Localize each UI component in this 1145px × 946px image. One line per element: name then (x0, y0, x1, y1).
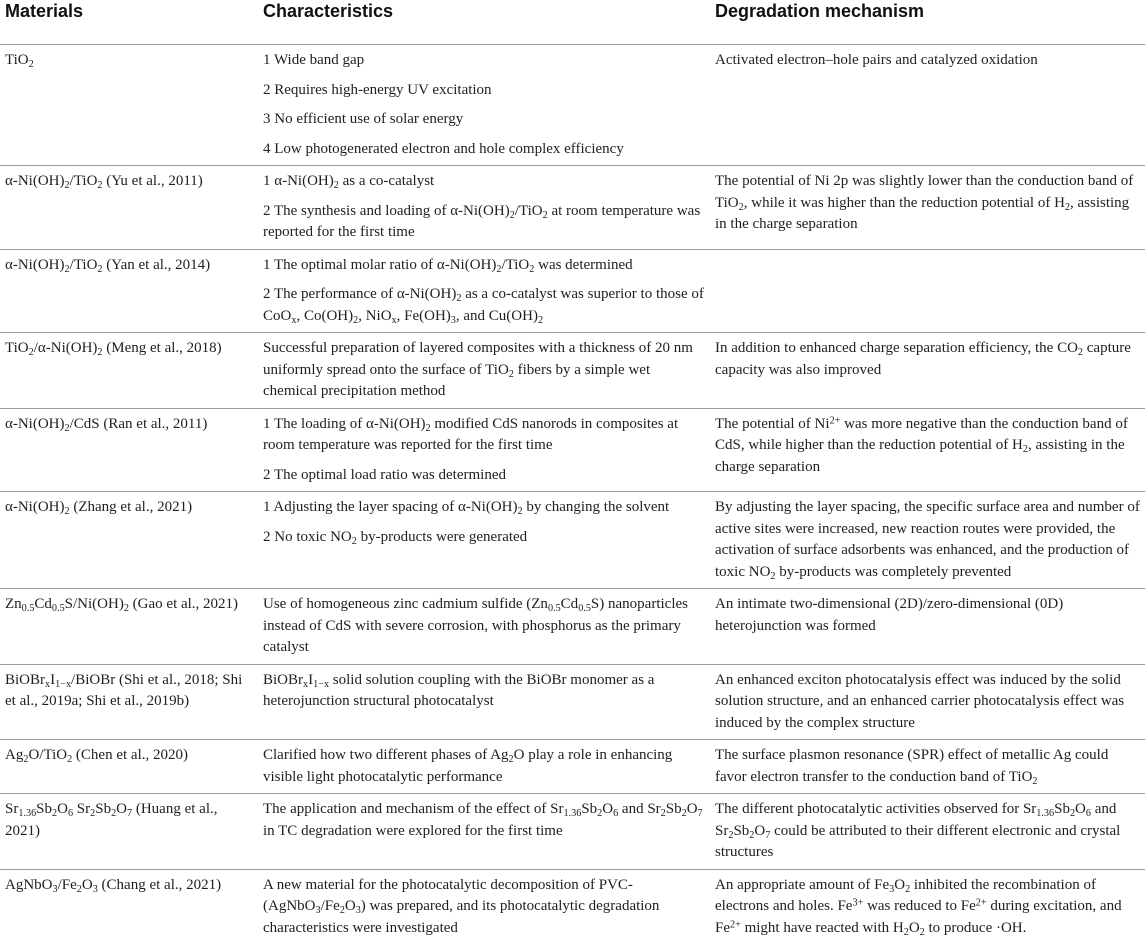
mechanism-cell: The different photocatalytic activities observed for $Sr_{1.36}Sb_2O_6$ and $Sr_2Sb_2O_7$ could be attributed to their different electronic and crystal structures (710, 794, 1145, 870)
characteristics-cell (258, 492, 710, 589)
table-row (0, 664, 1145, 740)
mechanism-cell: The potential of Ni 2p was slightly lower than the conduction band of TiO$_2$, while it was higher than the reduction potential of $H_2$, assisting in the charge separation (710, 166, 1145, 250)
characteristics-cell (258, 45, 710, 166)
table-body (0, 45, 1145, 945)
characteristics-cell (258, 869, 710, 944)
characteristics-cell (258, 740, 710, 794)
characteristics-cell (258, 794, 710, 870)
material-cell: $TiO_2/\alpha-Ni(OH)_2$ (Meng et al., 2018) (0, 333, 258, 409)
characteristics-cell (258, 249, 710, 333)
characteristics-cell (258, 166, 710, 250)
characteristic-line: Clarified how two different phases of $Ag_2O$ play a role in enhancing visible light photocatalytic performance (263, 747, 673, 785)
table-header (0, 0, 1145, 45)
characteristic-line: 2 The performance of $\alpha-Ni(OH)_2$ as a co-catalyst was superior to those of CoO$_x$, $Co(OH)_2$, NiO$_x$, $Fe(OH)_3$, and $Cu(OH)_2$ (263, 286, 704, 326)
table-row (0, 249, 1145, 333)
table-row (0, 492, 1145, 589)
header-degradation-mechanism: Degradation mechanism (710, 0, 1145, 45)
characteristic-line: 2 Requires high-energy UV excitation (263, 81, 492, 98)
characteristic-line: $BiOBr_xI_{1-x}$ solid solution coupling with the BiOBr monomer as a heterojunction structural photocatalyst (263, 671, 655, 709)
mechanism-cell: An intimate two-dimensional (2D)/zero-dimensional (0D) heterojunction was formed (710, 589, 1145, 665)
material-cell: $Sr_{1.36}Sb_2O_6$ $Sr_2Sb_2O_7$ (Huang et al., 2021) (0, 794, 258, 870)
characteristic-line: 1 $\alpha-Ni(OH)_2$ as a co-catalyst (263, 173, 435, 191)
material-cell: $\alpha-Ni(OH)_2/TiO_2$ (Yu et al., 2011) (0, 166, 258, 250)
mechanism-cell: The surface plasmon resonance (SPR) effect of metallic Ag could favor electron transfer to the conduction band of TiO$_2$ (710, 740, 1145, 794)
mechanism-cell: An appropriate amount of $Fe_3O_2$ inhibited the recombination of electrons and holes. $Fe^{3+}$ was reduced to $Fe^{2+}$ during excitation, and $Fe^{2+}$ might have reacted with $H_2O_2$ to produce ·OH. (715, 876, 1122, 938)
characteristic-line: 1 Wide band gap (263, 52, 365, 68)
characteristic-line: 1 Adjusting the layer spacing of $\alpha-Ni(OH)_2$ by changing the solvent (263, 499, 670, 517)
material-cell: $Zn_{0.5}Cd_{0.5}S/Ni(OH)_2$ (Gao et al., 2021) (0, 589, 258, 665)
characteristic-line: 4 Low photogenerated electron and hole complex efficiency (263, 140, 624, 157)
table-row (0, 794, 1145, 870)
material-cell: $\alpha-Ni(OH)_2$/CdS (Ran et al., 2011) (0, 408, 258, 492)
characteristic-line: 1 The optimal molar ratio of $\alpha-Ni(OH)_2/TiO_2$ was determined (263, 256, 633, 275)
material-cell: $\alpha-Ni(OH)_2/TiO_2$ (Yan et al., 2014) (0, 249, 258, 333)
characteristic-line: Use of homogeneous zinc cadmium sulfide $(Zn_{0.5}Cd_{0.5}S)$ nanoparticles instead of CdS with severe corrosion, with phosphorus as the primary catalyst (263, 596, 688, 655)
header-row (0, 0, 1145, 45)
characteristic-line: 2 The synthesis and loading of $\alpha-Ni(OH)_2/TiO_2$ at room temperature was reported for the first time (263, 202, 701, 240)
table-row (0, 166, 1145, 250)
characteristics-cell (258, 589, 710, 665)
mechanism-cell: The potential of $Ni^{2+}$ was more negative than the conduction band of CdS, while higher than the reduction potential of $H_2$, assisting in the charge separation (710, 408, 1145, 492)
header-characteristics: Characteristics (258, 0, 710, 45)
material-cell: $AgNbO_3/Fe_2O_3$ (Chang et al., 2021) (5, 876, 222, 895)
header-materials: Materials (0, 0, 258, 45)
mechanism-cell: By adjusting the layer spacing, the specific surface area and number of active sites were increased, new reaction routes were provided, the activation of surface adsorbents was enhanced, and the production of toxic $NO_2$ by-products was completely prevented (710, 492, 1145, 589)
material-cell: $\alpha-Ni(OH)_2$ (Zhang et al., 2021) (0, 492, 258, 589)
table-row (0, 740, 1145, 794)
material-cell: TiO$_2$ (0, 45, 258, 166)
mechanism-cell: In addition to enhanced charge separation efficiency, the $CO_2$ capture capacity was also improved (710, 333, 1145, 409)
characteristic-line: A new material for the photocatalytic decomposition of PVC-$(AgNbO_3/Fe_2O_3)$ was prepared, and its photocatalytic degradation characteristics were investigated (263, 876, 660, 936)
mechanism-cell (710, 249, 1145, 333)
characteristic-line: 2 The optimal load ratio was determined (263, 466, 506, 483)
table-row (0, 589, 1145, 665)
mechanism-cell: An enhanced exciton photocatalysis effect was induced by the solid solution structure, and an enhanced carrier photocatalysis effect was induced by the complex structure (710, 664, 1145, 740)
characteristics-cell (258, 333, 710, 409)
material-cell: $BiOBr_xI_{1-x}$/BiOBr (Shi et al., 2018; Shi et al., 2019a; Shi et al., 2019b) (0, 664, 258, 740)
table-row (0, 408, 1145, 492)
characteristics-cell (258, 408, 710, 492)
material-cell: $Ag_2O/TiO_2$ (Chen et al., 2020) (0, 740, 258, 794)
table-row (0, 333, 1145, 409)
characteristic-line: Successful preparation of layered composites with a thickness of 20 nm uniformly spread onto the surface of TiO$_2$ fibers by a simple wet chemical precipitation method (263, 340, 693, 399)
characteristic-line: 2 No toxic $NO_2$ by-products were generated (263, 528, 528, 547)
characteristic-line: 3 No efficient use of solar energy (263, 111, 464, 127)
characteristics-cell (258, 664, 710, 740)
mechanism-cell: Activated electron–hole pairs and catalyzed oxidation (710, 45, 1145, 166)
characteristic-line: The application and mechanism of the effect of $Sr_{1.36}Sb_2O_6$ and $Sr_2Sb_2O_7$ in TC degradation were explored for the first time (263, 801, 703, 839)
table-row (0, 869, 1145, 944)
characteristic-line: 1 The loading of $\alpha-Ni(OH)_2$ modified CdS nanorods in composites at room temperature was reported for the first time (263, 415, 679, 453)
table-row (0, 45, 1145, 166)
